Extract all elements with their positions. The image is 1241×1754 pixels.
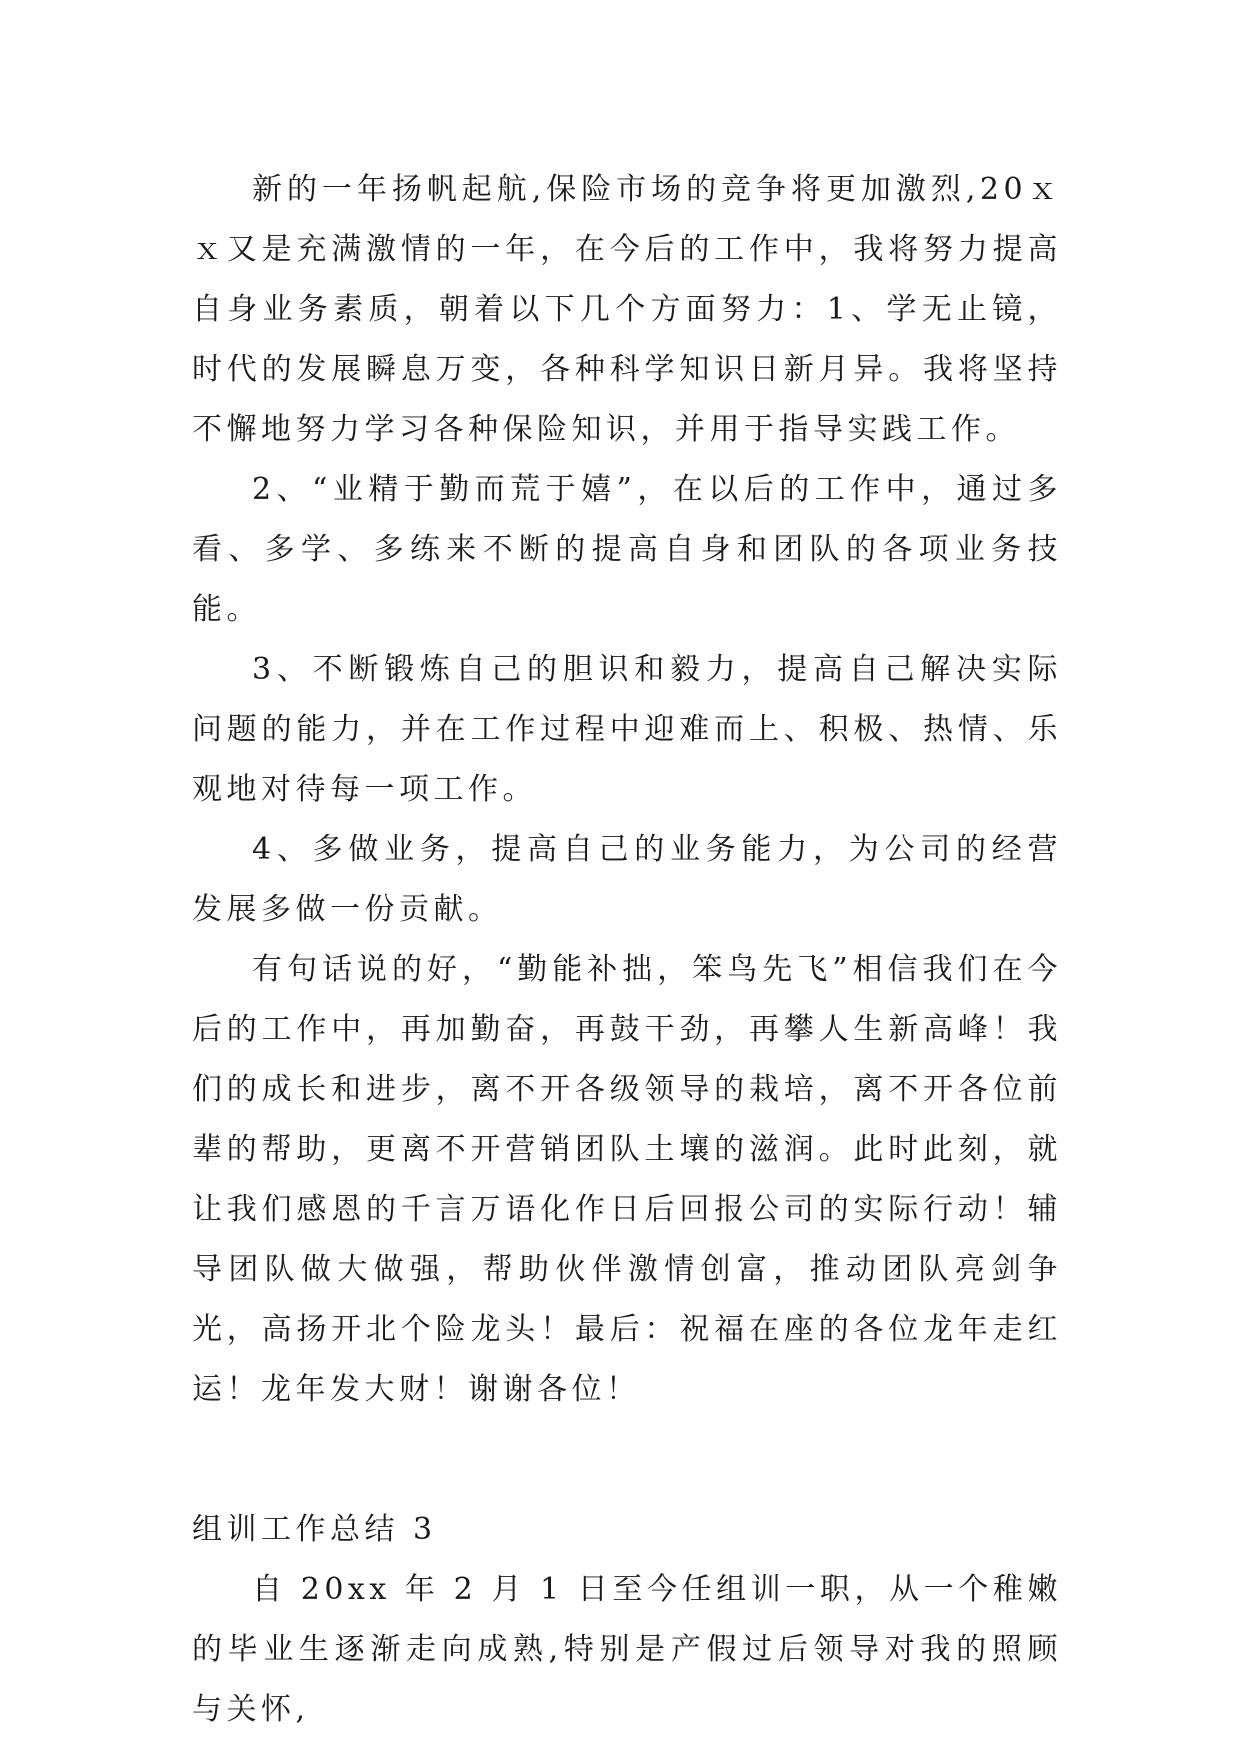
paragraph-point-4: 4、多做业务，提高自己的业务能力，为公司的经营发展多做一份贡献。 [192, 832, 1062, 927]
paragraph-section-3-intro: 自 20xx 年 2 月 1 日至今任组训一职，从一个稚嫩的毕业生逐渐走向成熟,特别是产假过后领导对我的照顾与关怀, [192, 1572, 1062, 1727]
paragraph-point-2: 2、“业精于勤而荒于嬉”，在以后的工作中，通过多看、多学、多练来不断的提高自身和团队的各项业务技能。 [192, 472, 1062, 627]
paragraph-new-year-goals: 新的一年扬帆起航,保险市场的竞争将更加激烈,20ｘｘ又是充满激情的一年，在今后的工作中，我将努力提高自身业务素质，朝着以下几个方面努力：1、学无止镜，时代的发展瞬息万变，各种科学知识日新月异。我将坚持不懈地努力学习各种保险知识，并用于指导实践工作。 [192, 172, 1062, 447]
paragraph-closing-remarks: 有句话说的好，“勤能补拙，笨鸟先飞”相信我们在今后的工作中，再加勤奋，再鼓干劲，再攀人生新高峰！我们的成长和进步，离不开各级领导的栽培，离不开各位前辈的帮助，更离不开营销团队土壤的滋润。此时此刻，就让我们感恩的千言万语化作日后回报公司的实际行动！辅导团队做大做强，帮助伙伴激情创富，推动团队亮剑争光，高扬开北个险龙头！最后：祝福在座的各位龙年走红运！龙年发大财！谢谢各位！ [192, 952, 1062, 1407]
section-heading: 组训工作总结 3 [192, 1512, 437, 1547]
paragraph-point-3: 3、不断锻炼自己的胆识和毅力，提高自己解决实际问题的能力，并在工作过程中迎难而上、积极、热情、乐观地对待每一项工作。 [192, 652, 1062, 807]
document-body [192, 160, 1062, 1740]
